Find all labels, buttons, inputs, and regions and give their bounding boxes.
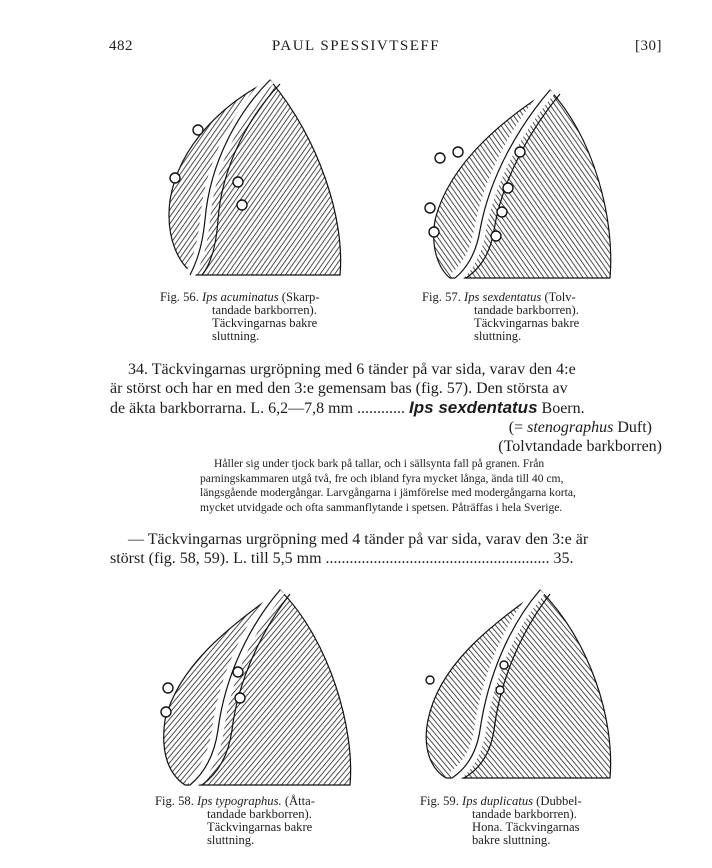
synonym-name: stenographus [527, 419, 614, 436]
figure-57-caption: Fig. 57. Ips sexdentatus (Tolv- tandade barkborren). Täckvingarnas bakre sluttning. [422, 290, 580, 343]
species-name: Ips duplicatus [462, 794, 534, 808]
biology-notes: Håller sig under tjock bark på tallar, och i sällsynta fall på granen. Från parningskammaren utgå två, fre och ibland fyra mycket långa, ända till 40 cm, längsgående modergångar. Larvgångarna i jämförelse med modergångarna korta, mycket utvidgade och ofta sammanflytande i spetsen. Påträffas i hela Sverige. [200, 457, 576, 514]
species-name: Ips sexdentatus [409, 398, 538, 417]
species-name: Ips acuminatus [202, 290, 279, 304]
species-name: Ips sexdentatus [464, 290, 542, 304]
couplet-34: 34. Täckvingarnas urgröpning med 6 tänder på var sida, varav den 4:e är störst och har en med den 3:e gemensam bas (fig. 57). Den största av de äkta barkborrarna. L. 6,2—7,8 mm ............ Ips sexdentatus Boern. (= stenographus Duft) (Tolvtandade barkborren) [110, 361, 662, 455]
page-number: 482 [109, 38, 133, 54]
species-name: Ips typographus. [197, 794, 282, 808]
figure-57-illustration [410, 80, 620, 280]
fig-label: Fig. 59. [420, 794, 459, 808]
figure-59-caption: Fig. 59. Ips duplicatus (Dubbel- tandade barkborren). Hona. Täckvingarnas bakre sluttning. [420, 794, 582, 847]
page-bracket-number: [30] [635, 38, 662, 54]
figure-58-caption: Fig. 58. Ips typographus. (Åtta- tandade barkborren). Täckvingarnas bakre sluttning. [155, 794, 315, 847]
fig-label: Fig. 56. [160, 290, 199, 304]
couplet-alternative: — Täckvingarnas urgröpning med 4 tänder på var sida, varav den 3:e är störst (fig. 58, 59). L. till 5,5 mm ........................................................ 35. [110, 531, 589, 567]
fig-label: Fig. 57. [422, 290, 461, 304]
figure-59-illustration [410, 580, 620, 780]
figure-56-illustration [150, 70, 350, 280]
fig-label: Fig. 58. [155, 794, 194, 808]
figure-56-caption: Fig. 56. Ips acuminatus (Skarp- tandade barkborren). Täckvingarnas bakre sluttning. [160, 290, 320, 343]
running-header-author: PAUL SPESSIVTSEFF [271, 38, 441, 54]
figure-58-illustration [150, 580, 360, 790]
